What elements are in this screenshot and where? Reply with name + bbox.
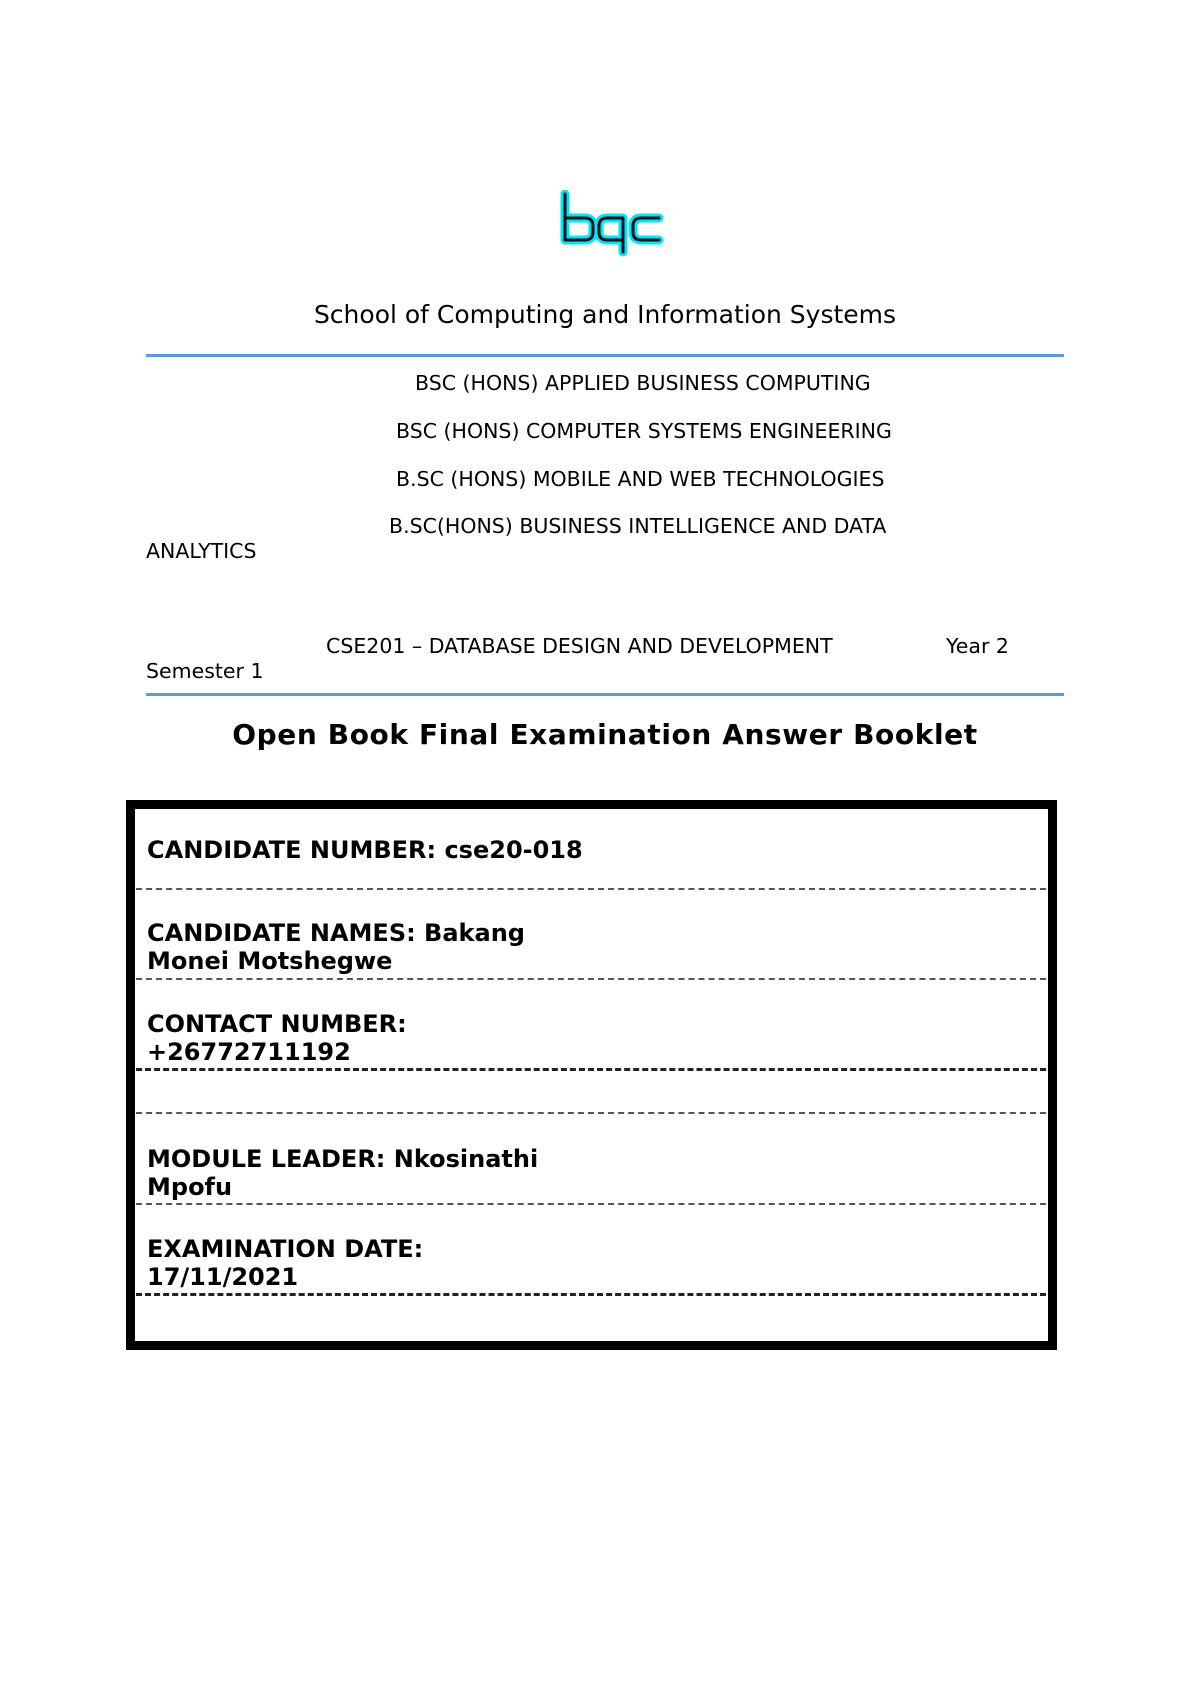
examination-date-value: 17/11/2021 — [147, 1263, 299, 1291]
row-separator — [136, 1293, 1046, 1296]
booklet-title: Open Book Final Examination Answer Booklet — [232, 718, 978, 751]
programme-2: BSC (HONS) COMPUTER SYSTEMS ENGINEERING — [396, 419, 892, 443]
row-separator — [136, 888, 1046, 890]
examination-date-label: EXAMINATION DATE: — [147, 1235, 424, 1263]
row-separator — [136, 1203, 1046, 1205]
module-semester: Semester 1 — [146, 659, 264, 683]
programme-1: BSC (HONS) APPLIED BUSINESS COMPUTING — [415, 371, 871, 395]
row-separator — [136, 1068, 1046, 1071]
school-name: School of Computing and Information Systems — [313, 300, 897, 329]
candidate-names-line2: Monei Motshegwe — [147, 947, 393, 975]
module-year: Year 2 — [946, 634, 1009, 658]
programme-4: B.SC(HONS) BUSINESS INTELLIGENCE AND DATA — [389, 514, 887, 538]
bac-logo — [555, 190, 665, 260]
row-separator — [136, 1112, 1046, 1114]
header-rule-bottom — [146, 693, 1064, 696]
candidate-number: CANDIDATE NUMBER: cse20-018 — [147, 836, 583, 864]
programme-3: B.SC (HONS) MOBILE AND WEB TECHNOLOGIES — [396, 467, 885, 491]
module-leader-line2: Mpofu — [147, 1173, 233, 1201]
contact-number-label: CONTACT NUMBER: — [147, 1010, 407, 1038]
contact-number-value: +26772711192 — [147, 1038, 351, 1066]
programme-4-continued: ANALYTICS — [146, 539, 257, 563]
row-separator — [136, 978, 1046, 980]
header-rule-top — [146, 354, 1064, 357]
module-code-title: CSE201 – DATABASE DESIGN AND DEVELOPMENT — [326, 634, 833, 658]
module-leader-line1: MODULE LEADER: Nkosinathi — [147, 1145, 539, 1173]
candidate-names-line1: CANDIDATE NAMES: Bakang — [147, 919, 525, 947]
